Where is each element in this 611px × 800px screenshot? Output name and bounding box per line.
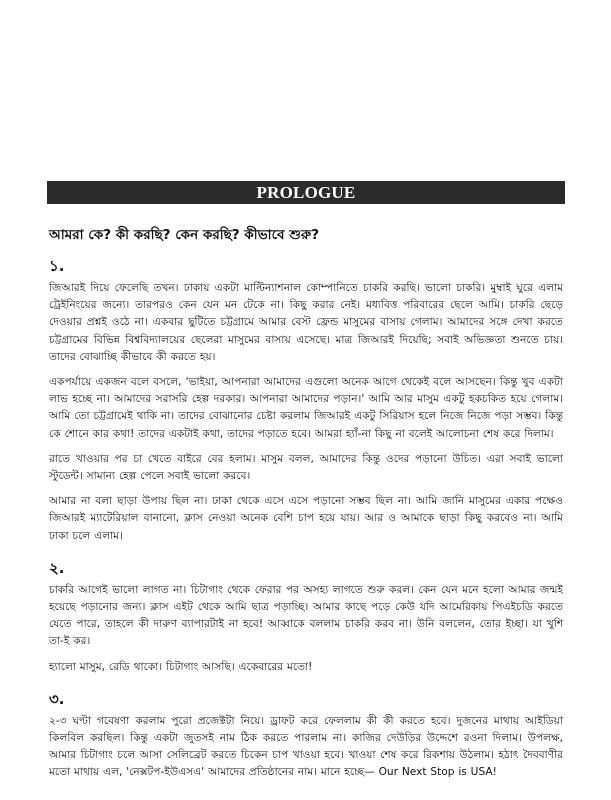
section-1-paragraph-2: একপর্যায়ে একজন বলে বসলে, 'ভাইয়া, আপনারা আমাদের এগুলো অনেক আগে থেকেই বলে আসছেন। কিন্তু খুব একটা লাভ হচ্ছে না। আমাদের সরাসরি হেল্প দরকার। আপনারা আমাদের পড়ান।' আমি আর মাসুম একটু হকচকিত হয়ে গেলাম। আমি তো চট্টগ্রামেই থাকি না। তাদের বোঝানোর চেষ্টা করলাম জিআরই একটু সিরিয়াস হলে নিজে নিজে পড়া সম্ভব। কিন্তু কে শোনে কার কথা! তাদের একটাই কথা, তাদের পড়াতে হবে। আমরা হ্যাঁ-না কিছু না বলেই আলোচনা শেষ করে দিলাম।: [49, 376, 563, 440]
prologue-subtitle: আমরা কে? কী করছি? কেন করছি? কীভাবে শুরু?: [49, 227, 320, 243]
prologue-content: [49, 226, 563, 790]
section-1-paragraph-1: জিআরই দিয়ে ফেলেছি তখন। ঢাকায় একটা মাল্টিন্যাশনাল কোম্পানিতে চাকরি করছি। ভালো চাকরি। মুম্বাই ঘুরে এলাম ট্রেইনিংয়ের জন্যে। তারপরও কেন যেন মন টেকে না। কিছু করার নেই। মধ্যবিত্ত পরিবারের ছেলে আমি। চাকরি ছেড়ে দেওয়ার প্রশ্নই ওঠে না। একবার ছুটিতে চট্টগ্রামে আমার বেস্ট ফ্রেন্ড মাসুমের বাসায় গেলাম। আমাদের সঙ্গে দেখা করতে চট্টগ্রামের বিভিন্ন বিশ্ববিদ্যালয়ের ছেলেরা মাসুমের বাসায় এসেছে। মাত্র জিআরই দিয়েছি; সবাই অভিজ্ঞতা শুনতে চায়। তাদের বোঝাচ্ছি কীভাবে কী করতে হয়।: [49, 282, 563, 363]
section-3-paragraph-1: ২-৩ ঘণ্টা গবেষণা করলাম পুরো প্রজেক্টটা নিয়ে। ড্রাফট করে ফেললাম কী কী করতে হবে। দুজনের মাথায় আইডিয়া কিলবিল করছিল। কিন্তু একটা জুতসই নাম ঠিক করতে পারলাম না। কাজির দেউড়ির উদ্দেশে রওনা দিলাম। উপলক্ষ, আমার চিটাগাং চলে আসা সেলিব্রেট করতে চিকেন চাপ খাওয়া হবে। খাওয়া শেষ করে রিকশায় উঠলাম। হঠাৎ দৈববাণীর মতো মাথায় এল, 'নেক্সটপ-ইউএসএ' আমাদের প্রতিষ্ঠানের নাম। মানে হচ্ছে— Our Next Stop is USA!: [49, 714, 563, 779]
section-1-paragraph-3: রাতে খাওয়ার পর চা খেতে বাইরে বের হলাম। মাসুম বলল, আমাদের কিন্তু ওদের পড়ানো উচিত। এরা সবাই ভালো স্টুডেন্ট। সামান্য হেল্প পেলে সবাই ভালো করবে।: [49, 452, 563, 483]
section-number-3: ৩.: [49, 689, 65, 708]
section-number-1: ১.: [49, 257, 65, 275]
section-2-paragraph-1: চাকরি আগেই ভালো লাগত না। চিটাগাং থেকে ফেরার পর অসহ্য লাগতে শুরু করল। কেন যেন মনে হলো আমার জন্মই হয়েছে পড়ানোর জন্য। ক্লাস এইট থেকে আমি ছাত্র পড়াচ্ছি। আমার কাছে পড়ে কেউ যদি আমেরিকায় পিএইচডি করতে যেতে পারে, তাহলে কী দারুণ ব্যাপারটাই না হবে! আব্বাকে বললাম চাকরি করব না। উনি বললেন, তোর ইচ্ছা। যা খুশি তা-ই কর।: [49, 583, 563, 648]
section-2-paragraph-2: হ্যালো মাসুম, রেডি থাকো। চিটাগাং আসছি। একেবারের মতো!: [49, 660, 313, 673]
section-number-2: ২.: [49, 558, 65, 577]
section-1-paragraph-4: আমার না বলা ছাড়া উপায় ছিল না। ঢাকা থেকে এসে এসে পড়ানো সম্ভব ছিল না। আমি জানি মাসুমের একার পক্ষেও জিআরই ম্যাটেরিয়াল বানানো, ক্লাস নেওয়া অনেক বেশি চাপ হয়ে যায়। আর ও আমাকে ছাড়া কিছু করবেও না। আমি ঢাকা চলে এলাম।: [49, 495, 563, 542]
prologue-banner: PROLOGUE: [47, 181, 565, 204]
